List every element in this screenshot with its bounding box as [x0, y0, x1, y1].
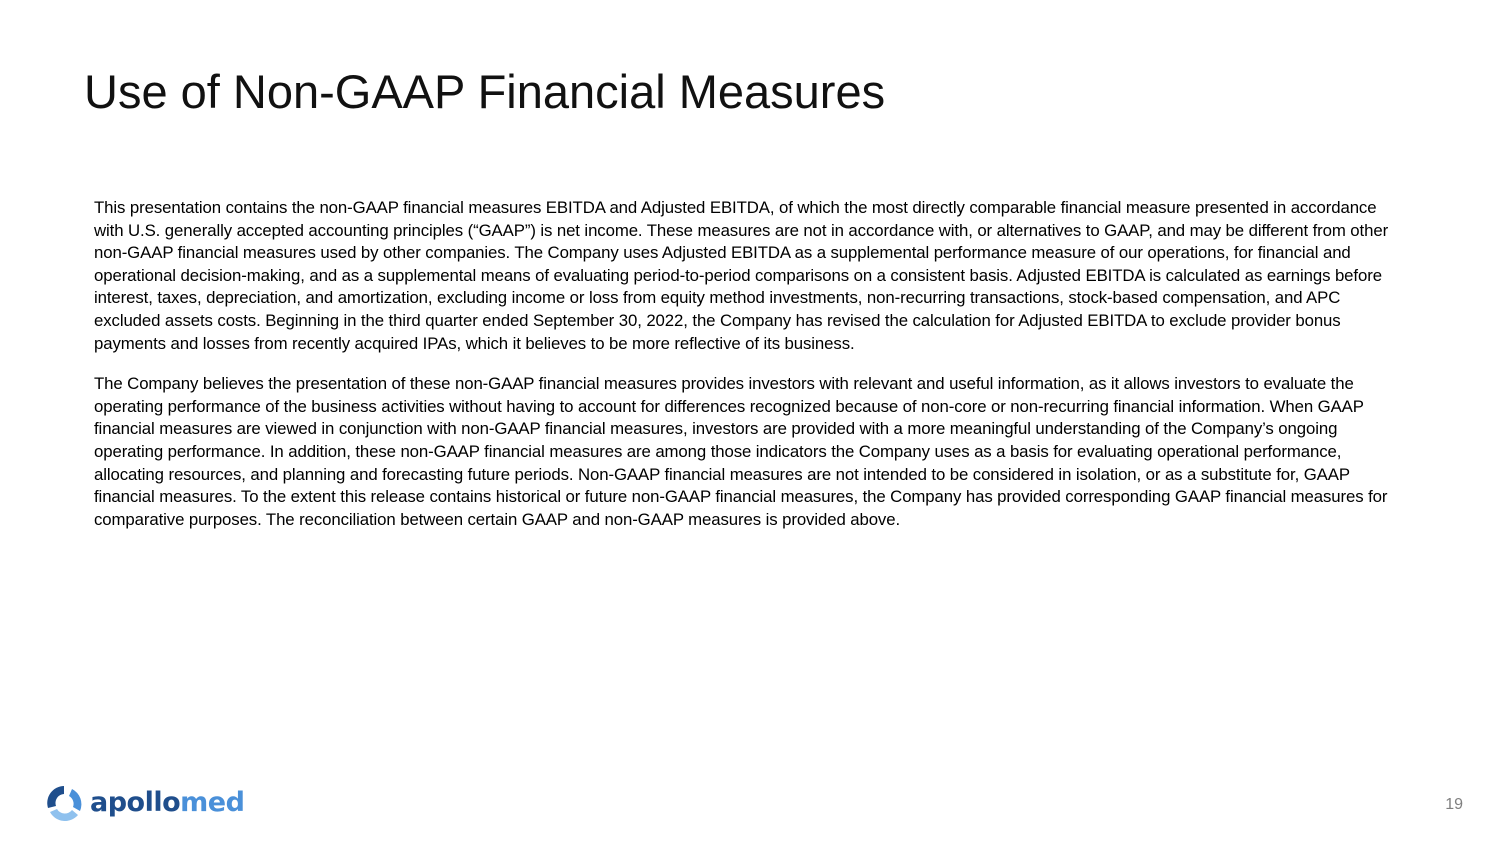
- slide-title: Use of Non-GAAP Financial Measures: [84, 65, 886, 118]
- page-number: 19: [1445, 796, 1463, 813]
- paragraph-non-gaap-definition: This presentation contains the non-GAAP financial measures EBITDA and Adjusted EBITDA, of which the most directly comparable financial measure presented in accordance with U.S. generally accepted accounting principles (“GAAP”) is net income. These measures are not in accordance with, or alternatives to GAAP, and may be different from other non-GAAP financial measures used by other companies. The Company uses Adjusted EBITDA as a supplemental performance measure of our operations, for financial and operational decision-making, and as a supplemental means of evaluating period-to-period comparisons on a consistent basis. Adjusted EBITDA is calculated as earnings before interest, taxes, depreciation, and amortization, excluding income or loss from equity method investments, non-recurring transactions, stock-based compensation, and APC excluded assets costs. Beginning in the third quarter ended September 30, 2022, the Company has revised the calculation for Adjusted EBITDA to exclude provider bonus payments and losses from recently acquired IPAs, which it believes to be more reflective of its business.: [94, 198, 1389, 353]
- body-text: [94, 197, 1394, 549]
- apollomed-wordmark: [90, 781, 244, 825]
- apollomed-logo-mark-icon: [42, 781, 86, 825]
- wordmark-med: med: [180, 787, 245, 818]
- wordmark-apollo: apollo: [90, 787, 181, 818]
- apollomed-logo: [42, 781, 244, 825]
- paragraph-non-gaap-rationale: The Company believes the presentation of these non-GAAP financial measures provides investors with relevant and useful information, as it allows investors to evaluate the operating performance of the business activities without having to account for differences recognized because of non-core or non-recurring financial information. When GAAP financial measures are viewed in conjunction with non-GAAP financial measures, investors are provided with a more meaningful understanding of the Company’s ongoing operating performance. In addition, these non-GAAP financial measures are among those indicators the Company uses as a basis for evaluating operational performance, allocating resources, and planning and forecasting future periods. Non-GAAP financial measures are not intended to be considered in isolation, or as a substitute for, GAAP financial measures. To the extent this release contains historical or future non-GAAP financial measures, the Company has provided corresponding GAAP financial measures for comparative purposes. The reconciliation between certain GAAP and non-GAAP measures is provided above.: [94, 374, 1388, 529]
